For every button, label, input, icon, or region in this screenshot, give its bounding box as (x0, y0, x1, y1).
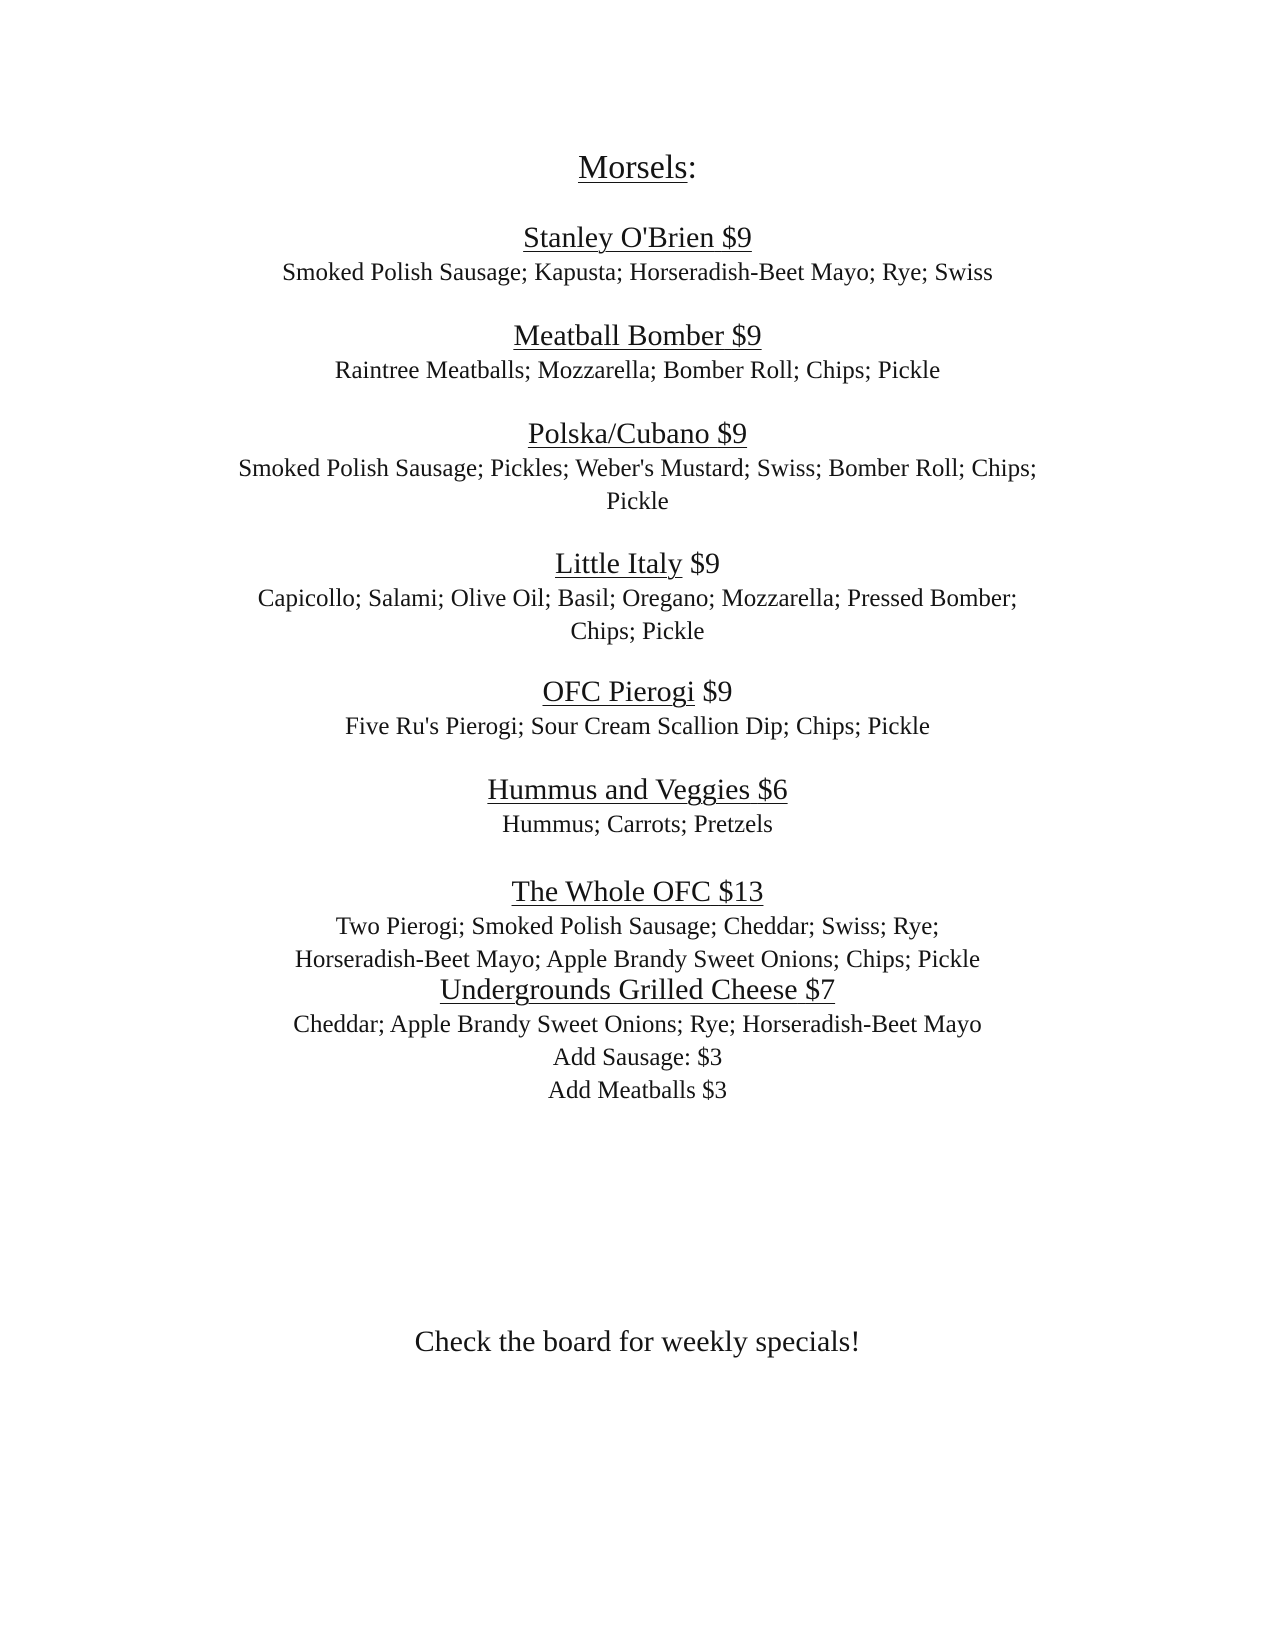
item-title: The Whole OFC $13 (511, 875, 764, 908)
item-description-line1: Capicollo; Salami; Olive Oil; Basil; Oregano; Mozzarella; Pressed Bomber; (257, 585, 1018, 612)
menu-item-stanley-obrien (150, 220, 1125, 289)
item-description-line1: Two Pierogi; Smoked Polish Sausage; Cheddar; Swiss; Rye; (335, 913, 940, 940)
menu-item-grilled-cheese (150, 972, 1125, 1107)
item-description-line2: Chips; Pickle (570, 618, 705, 645)
item-title: Stanley O'Brien $9 (523, 221, 752, 254)
item-description-line2: Horseradish-Beet Mayo; Apple Brandy Sweet Onions; Chips; Pickle (294, 946, 981, 973)
addon-meatballs: Add Meatballs $3 (547, 1077, 728, 1104)
item-description-line1: Smoked Polish Sausage; Pickles; Weber's Mustard; Swiss; Bomber Roll; Chips; (238, 455, 1037, 482)
item-title: Undergrounds Grilled Cheese $7 (439, 973, 836, 1006)
item-title: Hummus and Veggies $6 (487, 773, 788, 806)
addon-sausage: Add Sausage: $3 (552, 1044, 723, 1071)
menu-item-polska-cubano (150, 416, 1125, 518)
menu-item-ofc-pierogi (150, 674, 1125, 743)
item-description-line2: Pickle (606, 488, 669, 515)
item-title: Little Italy $9 (555, 547, 720, 580)
item-description: Cheddar; Apple Brandy Sweet Onions; Rye; Horseradish-Beet Mayo (293, 1011, 982, 1038)
footer-note: Check the board for weekly specials! (414, 1325, 861, 1358)
item-title: Polska/Cubano $9 (527, 417, 748, 450)
item-description: Raintree Meatballs; Mozzarella; Bomber Roll; Chips; Pickle (334, 357, 941, 384)
item-title: Meatball Bomber $9 (513, 319, 762, 352)
item-description: Smoked Polish Sausage; Kapusta; Horseradish-Beet Mayo; Rye; Swiss (282, 259, 993, 286)
menu-item-whole-ofc (150, 874, 1125, 976)
item-title: OFC Pierogi $9 (542, 675, 733, 708)
menu-item-hummus-veggies (150, 772, 1125, 841)
item-description: Five Ru's Pierogi; Sour Cream Scallion Dip; Chips; Pickle (344, 713, 931, 740)
menu-item-little-italy (150, 546, 1125, 648)
section-title: Morsels: (577, 149, 697, 186)
item-description: Hummus; Carrots; Pretzels (502, 811, 773, 838)
menu-item-meatball-bomber (150, 318, 1125, 387)
